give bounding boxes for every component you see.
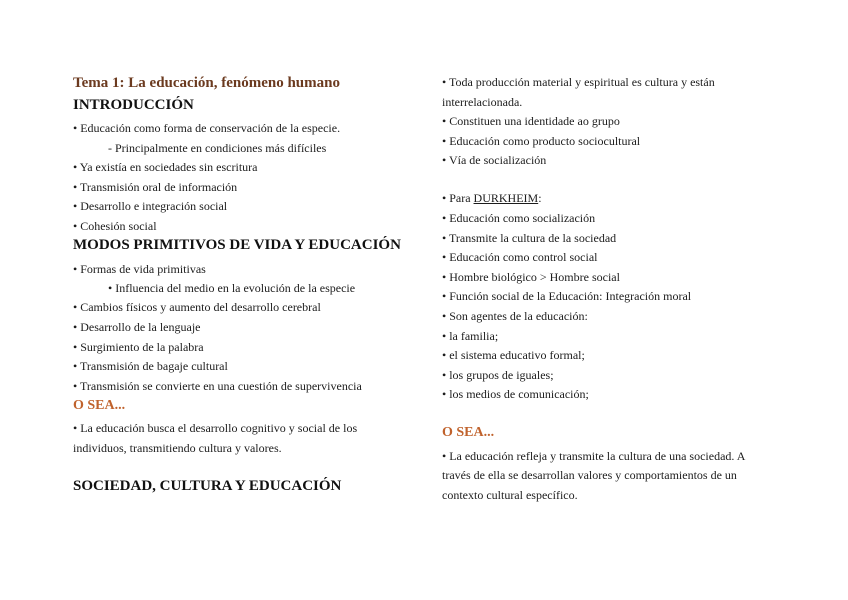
list-subitem: • Influencia del medio en la evolución de la especie: [108, 281, 356, 295]
list-item: • Constituen una identidade ao grupo: [442, 114, 620, 128]
paragraph-line: • La educación busca el desarrollo cognitivo y social de los: [73, 421, 358, 435]
list-item: • Formas de vida primitivas: [73, 262, 206, 276]
durkheim-prefix: • Para: [442, 191, 474, 205]
section-heading-introduccion: INTRODUCCIÓN: [73, 97, 194, 113]
list-item: • los medios de comunicación;: [442, 387, 589, 401]
osea-heading-left: O SEA...: [73, 398, 126, 413]
list-item: • Surgimiento de la palabra: [73, 340, 204, 354]
osea-heading-right: O SEA...: [442, 425, 495, 440]
list-item: • Toda producción material y espiritual es cultura y están: [442, 75, 715, 89]
list-subitem: - Principalmente en condiciones más difíciles: [108, 141, 327, 155]
list-item: • Vía de socialización: [442, 153, 547, 167]
paragraph-line: • La educación refleja y transmite la cultura de una sociedad. A: [442, 449, 746, 463]
list-item: • Cambios físicos y aumento del desarrollo cerebral: [73, 300, 321, 314]
paragraph-line: individuos, transmitiendo cultura y valores.: [73, 441, 282, 455]
list-item: • los grupos de iguales;: [442, 368, 554, 382]
list-item: • Educación como control social: [442, 250, 598, 264]
durkheim-name: DURKHEIM: [473, 191, 539, 205]
list-item: • Cohesión social: [73, 219, 157, 233]
list-item: • Transmisión se convierte en una cuestión de supervivencia: [73, 379, 362, 393]
list-item: • Desarrollo e integración social: [73, 199, 228, 213]
list-item: • Educación como forma de conservación de la especie.: [73, 121, 341, 135]
list-item: • Son agentes de la educación:: [442, 309, 588, 323]
durkheim-line: [442, 190, 542, 206]
list-item: • Hombre biológico > Hombre social: [442, 270, 620, 284]
section-heading-sociedad: SOCIEDAD, CULTURA Y EDUCACIÓN: [73, 478, 342, 494]
list-item: • Educación como producto sociocultural: [442, 134, 641, 148]
section-heading-modos: MODOS PRIMITIVOS DE VIDA Y EDUCACIÓN: [73, 237, 401, 253]
list-item: • Ya existía en sociedades sin escritura: [73, 160, 258, 174]
durkheim-suffix: :: [538, 191, 542, 205]
list-item: • Transmisión oral de información: [73, 180, 238, 194]
list-item-continuation: interrelacionada.: [442, 95, 523, 109]
list-item: • Transmisión de bagaje cultural: [73, 359, 228, 373]
paragraph-line: través de ella se desarrollan valores y comportamientos de un: [442, 468, 737, 482]
list-item: • Educación como socialización: [442, 211, 596, 225]
list-item: • la familia;: [442, 329, 499, 343]
list-item: • Función social de la Educación: Integración moral: [442, 289, 692, 303]
list-item: • Desarrollo de la lenguaje: [73, 320, 201, 334]
paragraph-line: contexto cultural específico.: [442, 488, 578, 502]
document-title: Tema 1: La educación, fenómeno humano: [73, 75, 340, 91]
list-item: • Transmite la cultura de la sociedad: [442, 231, 617, 245]
list-item: • el sistema educativo formal;: [442, 348, 585, 362]
